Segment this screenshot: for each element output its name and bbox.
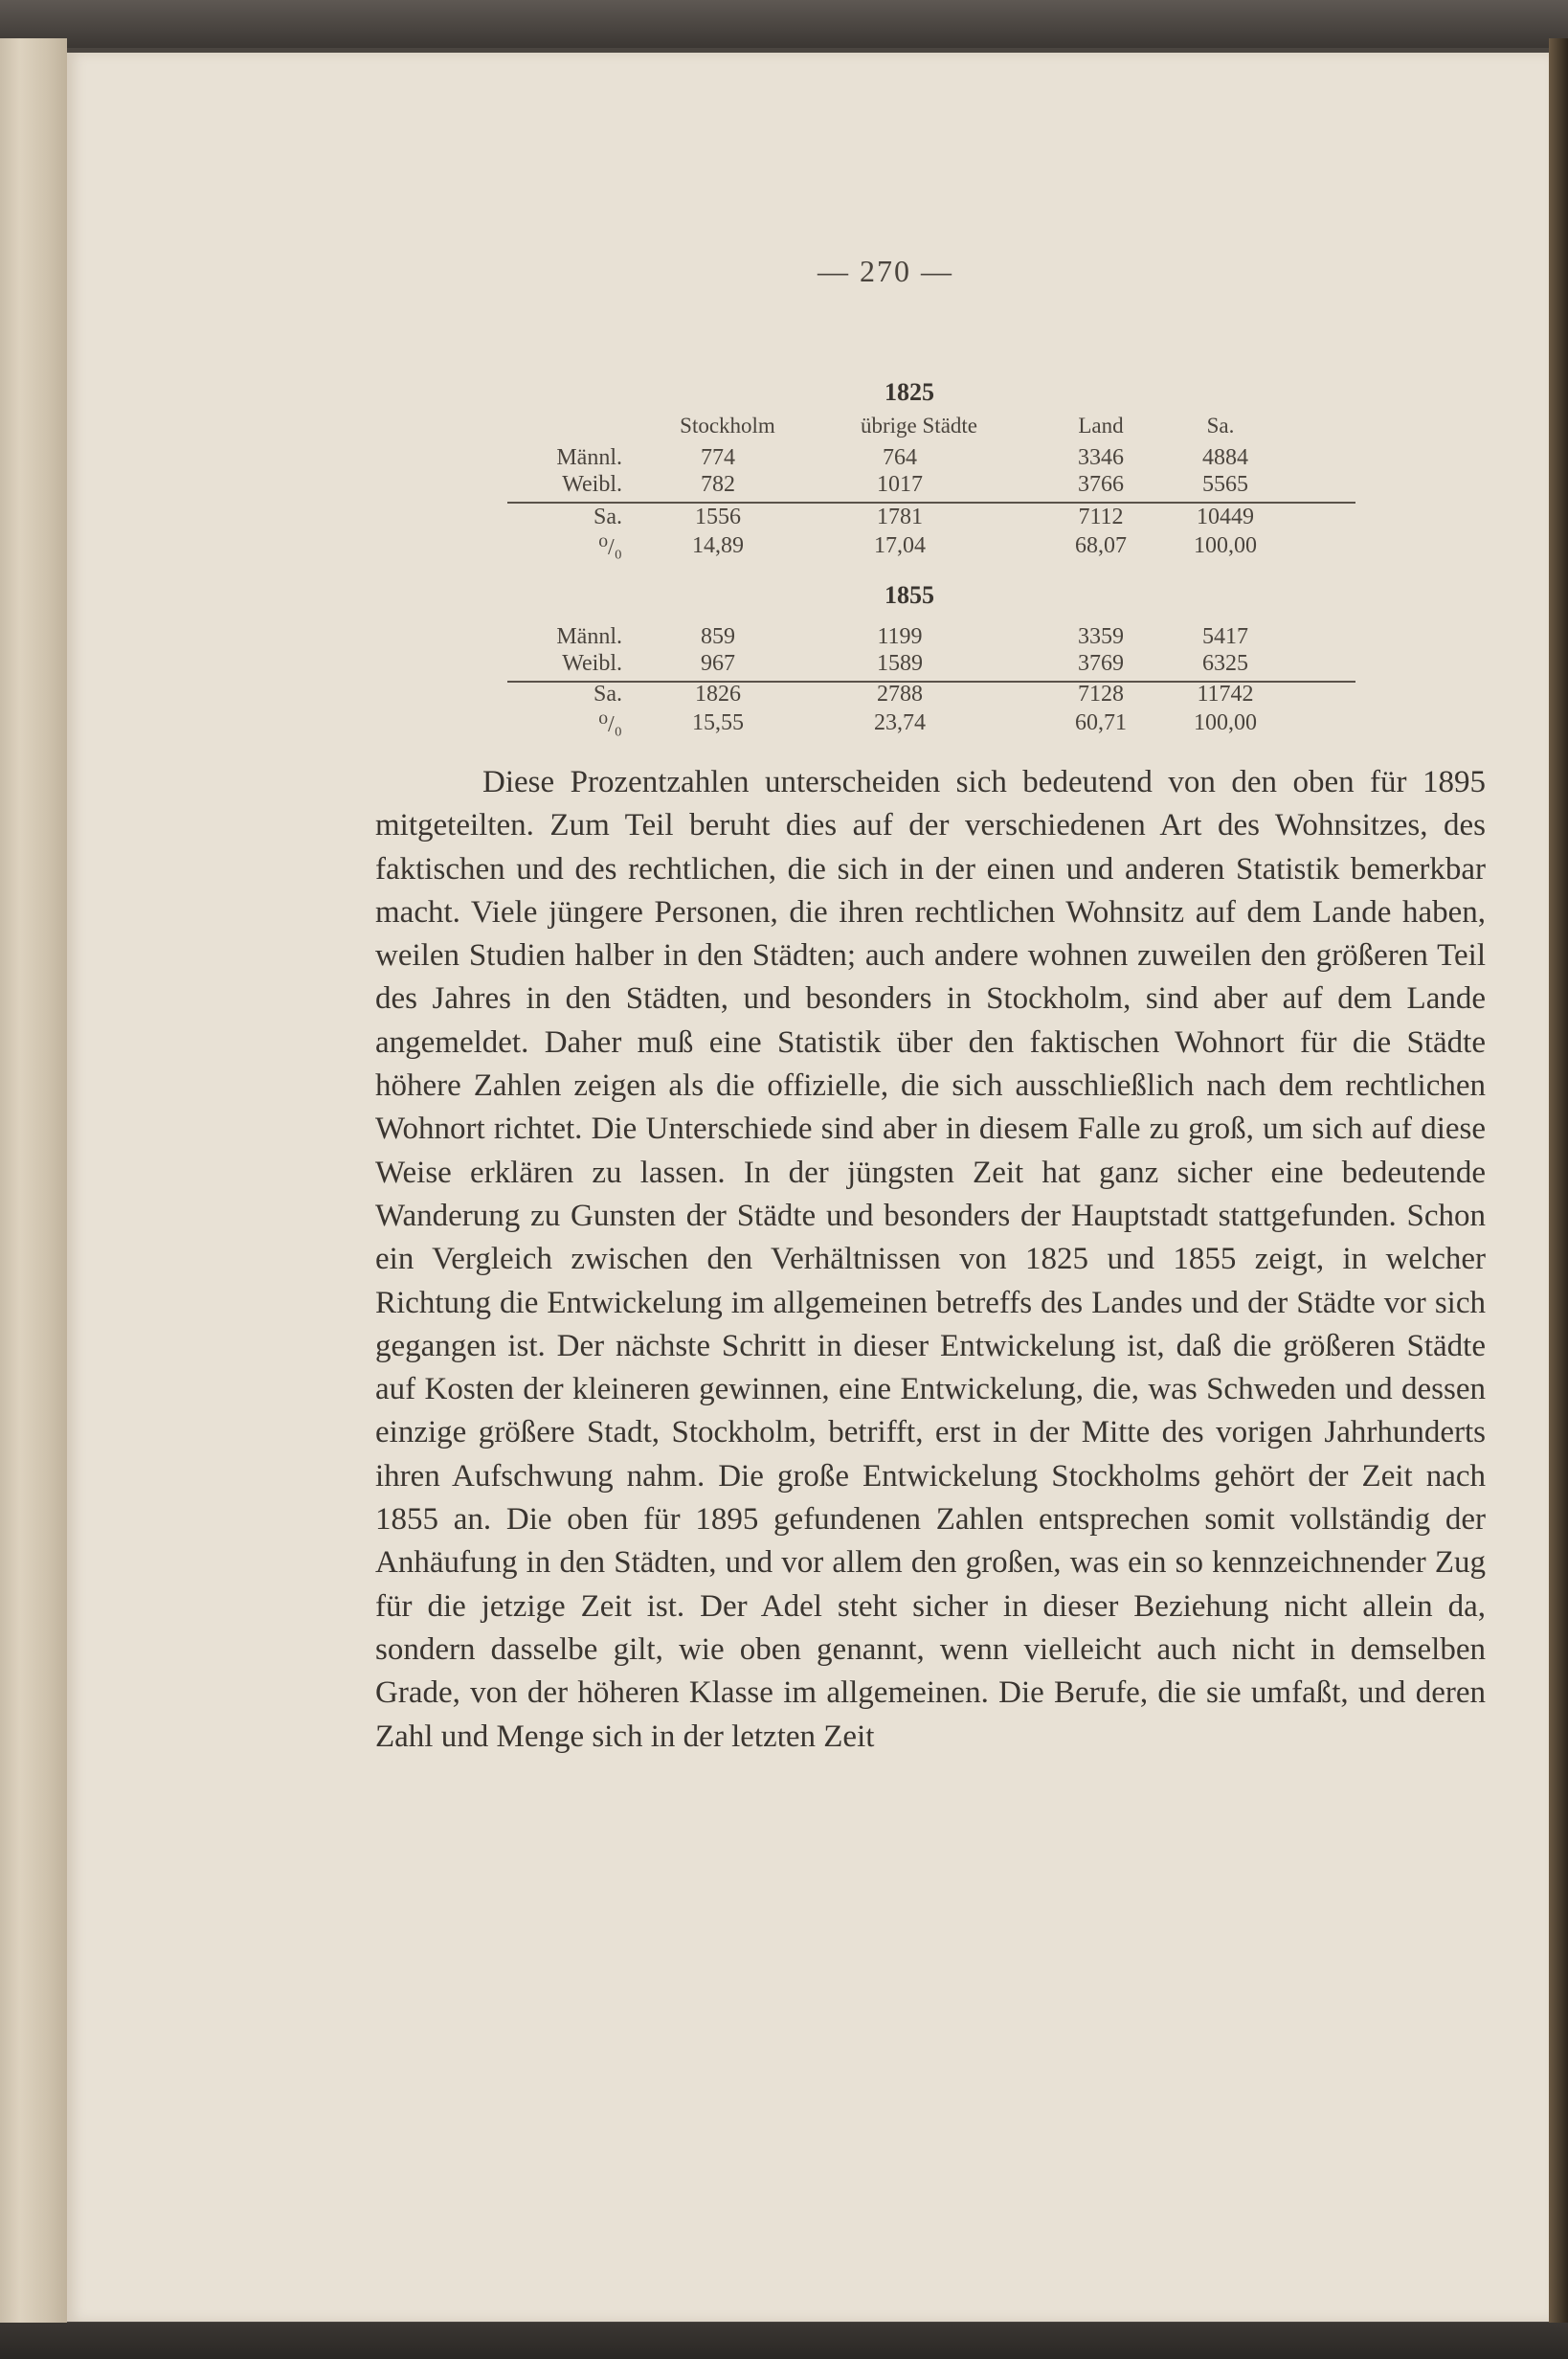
table-cell: 1781 — [877, 505, 923, 529]
scan-bottom-edge — [0, 2323, 1568, 2359]
table-cell: 774 — [701, 445, 735, 470]
table-row — [67, 445, 1549, 474]
scan-top-edge — [0, 0, 1568, 48]
table-cell: 967 — [701, 651, 735, 676]
column-header-land: Land — [1078, 414, 1124, 438]
table-row — [67, 624, 1549, 653]
table-cell: 1589 — [877, 651, 923, 676]
table-row — [67, 682, 1549, 710]
table-sum-rule — [507, 502, 1355, 504]
row-label: Sa. — [594, 682, 622, 707]
table-cell: 1199 — [877, 624, 923, 649]
book-page — [67, 53, 1549, 2322]
row-label: Weibl. — [562, 651, 622, 676]
column-header-stockholm: Stockholm — [680, 414, 775, 438]
table-cell: 60,71 — [1075, 710, 1127, 735]
table-year-1825: 1825 — [885, 378, 934, 406]
table-cell: 3769 — [1078, 651, 1124, 676]
table-cell: 2788 — [877, 682, 923, 707]
table-row — [67, 710, 1549, 739]
table-cell: 3766 — [1078, 472, 1124, 497]
body-paragraph: Diese Prozentzahlen unterscheiden sich bedeutend von den oben für 1895 mitgeteilten. Zum Teil beruht dies auf der verschiedenen Art des Wohnsitzes, des faktischen und des rechtlichen, die sich in der einen und anderen Statistik bemerkbar macht. Viele jüngere Personen, die ihren rechtlichen Wohnsitz auf dem Lande haben, weilen Studien halber in den Städten; auch andere wohnen zuweilen den größeren Teil des Jahres in den Städten, und besonders in Stockholm, sind aber auf dem Lande angemeldet. Daher muß eine Statistik über den faktischen Wohnort für die Städte höhere Zahlen zeigen als die offizielle, die sich ausschließlich nach dem rechtlichen Wohnort richtet. Die Unterschiede sind aber in diesem Falle zu groß, um sich auf diese Weise erklären zu lassen. In der jüngsten Zeit hat ganz sicher eine bedeutende Wanderung zu Gunsten der Städte und besonders der Hauptstadt stattgefunden. Schon ein Vergleich zwischen den Verhältnissen von 1825 und 1855 zeigt, in welcher Richtung die Entwickelung im allgemeinen betreffs des Landes und der Städte vor sich gegangen ist. Der nächste Schritt in dieser Entwickelung ist, daß die größeren Städte auf Kosten der kleineren gewinnen, eine Entwickelung, die, was Schweden und dessen einzige größere Stadt, Stockholm, betrifft, erst in der Mitte des vorigen Jahrhunderts ihren Aufschwung nahm. Die große Entwickelung Stockholms gehört der Zeit nach 1855 an. Die oben für 1895 gefundenen Zahlen entsprechen somit vollständig der Anhäufung in den Städten, und vor allem den großen, was ein so kennzeichnender Zug für die jetzige Zeit ist. Der Adel steht sicher in dieser Beziehung nicht allein da, sondern dasselbe gilt, wie oben genannt, wenn vielleicht auch nicht in demselben Grade, von der höheren Klasse im allgemeinen. Die Berufe, die sie umfaßt, und deren Zahl und Menge sich in der letzten Zeit — [375, 765, 1486, 1754]
table-cell: 10449 — [1197, 505, 1254, 529]
table-row — [67, 505, 1549, 533]
table-cell: 5565 — [1202, 472, 1248, 497]
row-label: Männl. — [556, 624, 622, 649]
table-cell: 15,55 — [692, 710, 744, 735]
row-label: Weibl. — [562, 472, 622, 497]
table-cell: 1826 — [695, 682, 741, 707]
table-cell: 100,00 — [1194, 533, 1257, 558]
table-cell: 859 — [701, 624, 735, 649]
table-cell: 5417 — [1202, 624, 1248, 649]
table-cell: 7112 — [1078, 505, 1124, 529]
column-header-sa: Sa. — [1206, 414, 1235, 438]
table-cell: 1556 — [695, 505, 741, 529]
page-content — [67, 53, 1549, 2322]
table-cell: 100,00 — [1194, 710, 1257, 735]
table-cell: 3346 — [1078, 445, 1124, 470]
table-cell: 14,89 — [692, 533, 744, 558]
table-cell: 764 — [883, 445, 917, 470]
table-cell: 17,04 — [874, 533, 926, 558]
row-label: ⁰/₀ — [598, 712, 622, 737]
table-year-1855: 1855 — [885, 581, 934, 609]
row-label: ⁰/₀ — [598, 535, 622, 560]
table-cell: 11742 — [1197, 682, 1254, 707]
book-cover-edge — [1549, 38, 1568, 2326]
table-cell: 782 — [701, 472, 735, 497]
table-row — [67, 472, 1549, 501]
table-cell: 68,07 — [1075, 533, 1127, 558]
page-number: — 270 — — [818, 254, 953, 288]
table-cell: 3359 — [1078, 624, 1124, 649]
column-header-uebrige-staedte: übrige Städte — [861, 414, 977, 438]
book-spine — [0, 38, 67, 2326]
table-cell: 6325 — [1202, 651, 1248, 676]
row-label: Sa. — [594, 505, 622, 529]
table-row — [67, 651, 1549, 680]
row-label: Männl. — [556, 445, 622, 470]
table-cell: 7128 — [1078, 682, 1124, 707]
table-row — [67, 533, 1549, 562]
table-cell: 4884 — [1202, 445, 1248, 470]
table-cell: 23,74 — [874, 710, 926, 735]
table-cell: 1017 — [877, 472, 923, 497]
